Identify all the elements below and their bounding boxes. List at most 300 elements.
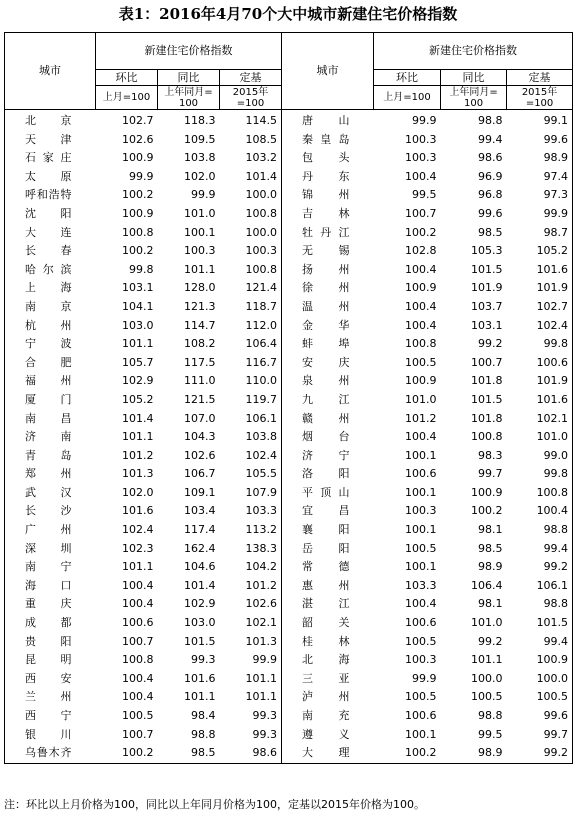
base-value: 97.4 bbox=[507, 168, 573, 187]
mom-value: 103.3 bbox=[405, 578, 437, 592]
table-row bbox=[5, 168, 573, 187]
base-value: 112.0 bbox=[220, 317, 282, 336]
mom-value: 101.0 bbox=[405, 392, 437, 406]
yoy-value: 101.1 bbox=[184, 690, 216, 704]
city-name: 石家庄 bbox=[5, 149, 96, 168]
yoy-value: 101.0 bbox=[184, 206, 216, 220]
city-name: 大理 bbox=[282, 744, 374, 763]
mom-value: 100.1 bbox=[405, 727, 437, 741]
city-name: 昆明 bbox=[5, 651, 96, 670]
base-subheader-right: 2015年 =100 bbox=[507, 86, 573, 110]
yoy-value: 100.3 bbox=[184, 244, 216, 258]
city-name: 天津 bbox=[5, 131, 96, 150]
base-value: 100.8 bbox=[220, 205, 282, 224]
base-value: 99.6 bbox=[507, 707, 573, 726]
base-value: 100.0 bbox=[507, 670, 573, 689]
base-value: 100.0 bbox=[220, 186, 282, 205]
yoy-value: 98.1 bbox=[478, 597, 503, 611]
base-value: 99.3 bbox=[220, 726, 282, 745]
base-value: 99.9 bbox=[507, 205, 573, 224]
city-name: 温州 bbox=[302, 299, 350, 313]
base-value: 102.4 bbox=[220, 447, 282, 466]
yoy-value: 98.5 bbox=[158, 744, 220, 763]
city-name: 呼和浩特 bbox=[5, 186, 96, 205]
city-name: 长春 bbox=[5, 242, 96, 261]
yoy-header-right: 同比 bbox=[441, 70, 507, 86]
base-value: 101.2 bbox=[220, 577, 282, 596]
mom-value: 101.2 bbox=[405, 411, 437, 425]
yoy-value: 98.1 bbox=[478, 523, 503, 537]
base-header-right: 定基 bbox=[507, 70, 573, 86]
yoy-value: 101.5 bbox=[184, 634, 216, 648]
base-value: 106.1 bbox=[220, 410, 282, 429]
yoy-value: 109.1 bbox=[184, 485, 216, 499]
base-value: 100.8 bbox=[507, 484, 573, 503]
yoy-subheader-left: 上年同月= 100 bbox=[158, 86, 220, 110]
city-name: 银川 bbox=[5, 726, 96, 745]
mom-value: 101.3 bbox=[122, 467, 154, 481]
yoy-value: 98.9 bbox=[478, 560, 503, 574]
base-value: 101.3 bbox=[220, 633, 282, 652]
yoy-value: 114.7 bbox=[184, 318, 216, 332]
yoy-value: 102.6 bbox=[184, 448, 216, 462]
base-value: 102.1 bbox=[220, 614, 282, 633]
city-name: 金华 bbox=[302, 318, 350, 332]
yoy-value: 111.0 bbox=[184, 374, 216, 388]
yoy-value: 100.8 bbox=[471, 430, 503, 444]
city-name: 泉州 bbox=[302, 374, 350, 388]
city-name: 包头 bbox=[302, 151, 350, 165]
table-row bbox=[5, 279, 573, 298]
index-group-header-left: 新建住宅价格指数 bbox=[96, 33, 282, 70]
table-row bbox=[5, 149, 573, 168]
mom-value: 100.4 bbox=[122, 671, 154, 685]
city-name: 福州 bbox=[5, 372, 96, 391]
city-name: 青岛 bbox=[5, 447, 96, 466]
yoy-value: 98.3 bbox=[478, 448, 503, 462]
yoy-value: 99.6 bbox=[478, 206, 503, 220]
yoy-value: 103.7 bbox=[471, 299, 503, 313]
base-value: 108.5 bbox=[220, 131, 282, 150]
mom-value: 100.9 bbox=[122, 151, 154, 165]
mom-value: 100.7 bbox=[122, 634, 154, 648]
base-value: 138.3 bbox=[220, 540, 282, 559]
yoy-value: 104.3 bbox=[184, 430, 216, 444]
base-value: 98.7 bbox=[507, 224, 573, 243]
table-body bbox=[5, 110, 573, 764]
table-row bbox=[5, 354, 573, 373]
base-value: 98.9 bbox=[507, 149, 573, 168]
mom-value: 101.1 bbox=[122, 430, 154, 444]
city-name: 深圳 bbox=[5, 540, 96, 559]
city-name: 哈尔滨 bbox=[5, 261, 96, 280]
yoy-value: 98.8 bbox=[191, 727, 216, 741]
city-name: 济南 bbox=[5, 428, 96, 447]
mom-value: 100.6 bbox=[405, 467, 437, 481]
city-name: 南京 bbox=[5, 298, 96, 317]
table-row bbox=[5, 707, 573, 726]
table-row bbox=[5, 110, 573, 131]
city-name: 洛阳 bbox=[302, 467, 350, 481]
base-value: 100.0 bbox=[220, 224, 282, 243]
yoy-value: 107.0 bbox=[184, 411, 216, 425]
mom-value: 100.6 bbox=[405, 709, 437, 722]
yoy-value: 99.7 bbox=[478, 467, 503, 481]
table-row bbox=[5, 726, 573, 745]
city-name: 太原 bbox=[5, 168, 96, 187]
table-row bbox=[5, 447, 573, 466]
mom-value: 103.0 bbox=[122, 318, 154, 332]
city-name: 秦皇岛 bbox=[302, 132, 350, 146]
city-name: 唐山 bbox=[302, 114, 350, 127]
yoy-value: 118.3 bbox=[184, 114, 216, 127]
mom-value: 100.5 bbox=[405, 541, 437, 555]
city-name: 济宁 bbox=[302, 448, 350, 462]
base-value: 102.4 bbox=[507, 317, 573, 336]
price-index-table bbox=[4, 32, 573, 764]
city-name: 西宁 bbox=[5, 707, 96, 726]
mom-value: 100.2 bbox=[96, 744, 158, 763]
city-name: 湛江 bbox=[302, 597, 350, 611]
city-name: 南宁 bbox=[5, 558, 96, 577]
mom-subheader-left: 上月=100 bbox=[96, 86, 158, 110]
base-value: 98.8 bbox=[507, 595, 573, 614]
table-row bbox=[5, 242, 573, 261]
yoy-value: 109.5 bbox=[184, 132, 216, 146]
yoy-value: 99.2 bbox=[478, 634, 503, 648]
base-value: 99.3 bbox=[220, 707, 282, 726]
city-name: 贵阳 bbox=[5, 633, 96, 652]
mom-value: 100.4 bbox=[405, 169, 437, 183]
base-value: 106.1 bbox=[507, 577, 573, 596]
city-name: 三亚 bbox=[302, 671, 350, 685]
table-row bbox=[5, 540, 573, 559]
base-value: 101.1 bbox=[220, 688, 282, 707]
mom-value: 100.4 bbox=[405, 430, 437, 444]
city-name: 惠州 bbox=[302, 578, 350, 592]
city-name: 上海 bbox=[5, 279, 96, 298]
yoy-value: 101.6 bbox=[184, 671, 216, 685]
city-name: 海口 bbox=[5, 577, 96, 596]
table-row bbox=[5, 410, 573, 429]
base-value: 101.9 bbox=[507, 372, 573, 391]
mom-value: 101.1 bbox=[122, 560, 154, 574]
base-value: 99.2 bbox=[507, 744, 573, 763]
yoy-value: 96.9 bbox=[478, 169, 503, 183]
base-header-left: 定基 bbox=[220, 70, 282, 86]
table-row bbox=[5, 614, 573, 633]
city-name: 桂林 bbox=[302, 634, 350, 648]
yoy-value: 100.0 bbox=[471, 671, 503, 685]
yoy-value: 98.5 bbox=[478, 541, 503, 555]
base-value: 118.7 bbox=[220, 298, 282, 317]
base-value: 107.9 bbox=[220, 484, 282, 503]
yoy-value: 98.5 bbox=[478, 225, 503, 239]
mom-value: 100.1 bbox=[405, 485, 437, 499]
mom-value: 100.5 bbox=[405, 690, 437, 704]
mom-value: 100.4 bbox=[405, 299, 437, 313]
yoy-value: 101.5 bbox=[471, 392, 503, 406]
index-group-header-right: 新建住宅价格指数 bbox=[374, 33, 573, 70]
mom-value: 99.9 bbox=[129, 169, 154, 183]
base-value: 98.8 bbox=[507, 521, 573, 540]
yoy-value: 99.9 bbox=[191, 188, 216, 202]
yoy-value: 100.5 bbox=[471, 690, 503, 704]
yoy-value: 100.1 bbox=[184, 225, 216, 239]
table-row bbox=[5, 577, 573, 596]
mom-value: 99.9 bbox=[412, 671, 437, 685]
table-row bbox=[5, 688, 573, 707]
mom-value: 100.8 bbox=[122, 225, 154, 239]
base-subheader-left: 2015年 =100 bbox=[220, 86, 282, 110]
table-row bbox=[5, 484, 573, 503]
yoy-value: 121.3 bbox=[184, 299, 216, 313]
mom-value: 100.5 bbox=[405, 634, 437, 648]
base-value: 114.5 bbox=[220, 110, 282, 131]
mom-value: 102.6 bbox=[122, 132, 154, 146]
mom-value: 102.4 bbox=[122, 523, 154, 537]
city-name: 北京 bbox=[5, 110, 96, 131]
table-row bbox=[5, 558, 573, 577]
city-header-right: 城市 bbox=[282, 33, 374, 110]
base-value: 116.7 bbox=[220, 354, 282, 373]
yoy-value: 99.3 bbox=[191, 653, 216, 667]
city-name: 大连 bbox=[5, 224, 96, 243]
mom-value: 100.4 bbox=[122, 690, 154, 704]
city-name: 九江 bbox=[302, 392, 350, 406]
mom-value: 100.9 bbox=[405, 281, 437, 295]
yoy-value: 98.6 bbox=[478, 151, 503, 165]
table-row bbox=[5, 744, 573, 763]
table-row bbox=[5, 317, 573, 336]
yoy-value: 101.5 bbox=[471, 262, 503, 276]
yoy-value: 106.4 bbox=[471, 578, 503, 592]
mom-value: 99.8 bbox=[129, 262, 154, 276]
base-value: 99.8 bbox=[507, 335, 573, 354]
base-value: 103.3 bbox=[220, 502, 282, 521]
base-value: 100.3 bbox=[220, 242, 282, 261]
yoy-value: 99.2 bbox=[478, 337, 503, 351]
mom-value: 100.1 bbox=[405, 523, 437, 537]
mom-value: 100.1 bbox=[405, 560, 437, 574]
base-value: 103.8 bbox=[220, 428, 282, 447]
yoy-value: 102.9 bbox=[184, 597, 216, 611]
mom-value: 99.9 bbox=[412, 114, 437, 127]
city-name: 乌鲁木齐 bbox=[5, 744, 96, 763]
mom-value: 100.4 bbox=[405, 318, 437, 332]
base-value: 105.5 bbox=[220, 465, 282, 484]
base-value: 99.4 bbox=[507, 540, 573, 559]
mom-value: 100.2 bbox=[374, 744, 441, 763]
table-row bbox=[5, 131, 573, 150]
base-value: 101.9 bbox=[507, 279, 573, 298]
base-value: 97.3 bbox=[507, 186, 573, 205]
base-value: 101.1 bbox=[220, 670, 282, 689]
city-header-left: 城市 bbox=[5, 33, 96, 110]
base-value: 113.2 bbox=[220, 521, 282, 540]
city-name: 北海 bbox=[302, 653, 350, 667]
table-row bbox=[5, 335, 573, 354]
mom-value: 102.9 bbox=[122, 374, 154, 388]
table-row bbox=[5, 651, 573, 670]
table-row bbox=[5, 391, 573, 410]
table-row bbox=[5, 298, 573, 317]
yoy-value: 103.4 bbox=[184, 504, 216, 518]
mom-value: 100.5 bbox=[405, 355, 437, 369]
yoy-value: 101.9 bbox=[471, 281, 503, 295]
yoy-value: 117.5 bbox=[184, 355, 216, 369]
yoy-header-left: 同比 bbox=[158, 70, 220, 86]
city-name: 吉林 bbox=[302, 206, 350, 220]
yoy-value: 100.7 bbox=[471, 355, 503, 369]
base-value: 101.0 bbox=[507, 428, 573, 447]
city-name: 遵义 bbox=[302, 727, 350, 741]
yoy-value: 101.8 bbox=[471, 411, 503, 425]
city-name: 郑州 bbox=[5, 465, 96, 484]
mom-value: 104.1 bbox=[122, 299, 154, 313]
yoy-value: 117.4 bbox=[184, 523, 216, 537]
yoy-value: 106.7 bbox=[184, 467, 216, 481]
mom-value: 100.2 bbox=[405, 225, 437, 239]
base-value: 101.6 bbox=[507, 261, 573, 280]
city-name: 宜昌 bbox=[302, 504, 350, 518]
mom-value: 100.3 bbox=[405, 132, 437, 146]
city-name: 宁波 bbox=[5, 335, 96, 354]
city-name: 安庆 bbox=[302, 355, 350, 369]
yoy-value: 101.1 bbox=[184, 262, 216, 276]
city-name: 广州 bbox=[5, 521, 96, 540]
city-name: 岳阳 bbox=[302, 541, 350, 555]
table-row bbox=[5, 186, 573, 205]
base-value: 119.7 bbox=[220, 391, 282, 410]
city-name: 无锡 bbox=[302, 244, 350, 258]
base-value: 104.2 bbox=[220, 558, 282, 577]
mom-value: 103.1 bbox=[122, 281, 154, 295]
city-name: 牡丹江 bbox=[302, 225, 350, 239]
yoy-value: 98.8 bbox=[478, 709, 503, 722]
yoy-value: 108.2 bbox=[184, 337, 216, 351]
yoy-value: 103.8 bbox=[184, 151, 216, 165]
base-value: 99.1 bbox=[507, 110, 573, 131]
mom-value: 100.9 bbox=[405, 374, 437, 388]
yoy-value: 96.8 bbox=[478, 188, 503, 202]
city-name: 锦州 bbox=[302, 188, 350, 202]
table-row bbox=[5, 465, 573, 484]
mom-value: 101.1 bbox=[122, 337, 154, 351]
mom-value: 102.0 bbox=[122, 485, 154, 499]
table-row bbox=[5, 595, 573, 614]
yoy-value: 98.4 bbox=[191, 709, 216, 722]
mom-value: 99.5 bbox=[412, 188, 437, 202]
mom-value: 101.2 bbox=[122, 448, 154, 462]
mom-value: 100.6 bbox=[405, 616, 437, 630]
city-name: 赣州 bbox=[302, 411, 350, 425]
base-value: 102.7 bbox=[507, 298, 573, 317]
base-value: 101.6 bbox=[507, 391, 573, 410]
table-row bbox=[5, 502, 573, 521]
mom-value: 100.7 bbox=[122, 727, 154, 741]
base-value: 103.2 bbox=[220, 149, 282, 168]
yoy-value: 101.0 bbox=[471, 616, 503, 630]
city-name: 合肥 bbox=[5, 354, 96, 373]
yoy-value: 103.0 bbox=[184, 616, 216, 630]
city-name: 重庆 bbox=[5, 595, 96, 614]
city-name: 丹东 bbox=[302, 169, 350, 183]
yoy-value: 162.4 bbox=[184, 541, 216, 555]
yoy-value: 102.0 bbox=[184, 169, 216, 183]
base-value: 102.6 bbox=[220, 595, 282, 614]
city-name: 蚌埠 bbox=[302, 337, 350, 351]
base-value: 99.9 bbox=[220, 651, 282, 670]
city-name: 长沙 bbox=[5, 502, 96, 521]
base-value: 110.0 bbox=[220, 372, 282, 391]
yoy-value: 103.1 bbox=[471, 318, 503, 332]
mom-value: 100.5 bbox=[122, 709, 154, 722]
base-value: 101.5 bbox=[507, 614, 573, 633]
city-name: 南昌 bbox=[5, 410, 96, 429]
city-name: 沈阳 bbox=[5, 205, 96, 224]
city-name: 南充 bbox=[302, 709, 350, 722]
base-value: 100.4 bbox=[507, 502, 573, 521]
city-name: 常德 bbox=[302, 560, 350, 574]
city-name: 厦门 bbox=[5, 391, 96, 410]
mom-value: 100.6 bbox=[122, 616, 154, 630]
mom-subheader-right: 上月=100 bbox=[374, 86, 441, 110]
mom-value: 100.8 bbox=[405, 337, 437, 351]
yoy-value: 105.3 bbox=[471, 244, 503, 258]
yoy-value: 101.4 bbox=[184, 578, 216, 592]
city-name: 徐州 bbox=[302, 281, 350, 295]
base-value: 102.1 bbox=[507, 410, 573, 429]
mom-value: 101.6 bbox=[122, 504, 154, 518]
table-note: 注：环比以上月价格为100，同比以上年同月价格为100，定基以2015年价格为100。 bbox=[4, 798, 425, 811]
table-row bbox=[5, 205, 573, 224]
table-title: 表1：2016年4月70个大中城市新建住宅价格指数 bbox=[118, 5, 458, 23]
base-value: 121.4 bbox=[220, 279, 282, 298]
mom-value: 100.2 bbox=[122, 188, 154, 202]
yoy-value: 101.1 bbox=[471, 653, 503, 667]
mom-value: 100.4 bbox=[122, 578, 154, 592]
yoy-value: 104.6 bbox=[184, 560, 216, 574]
base-value: 99.4 bbox=[507, 633, 573, 652]
mom-value: 100.2 bbox=[122, 244, 154, 258]
table-row bbox=[5, 521, 573, 540]
city-name: 泸州 bbox=[302, 690, 350, 704]
base-value: 101.4 bbox=[220, 168, 282, 187]
mom-value: 100.7 bbox=[405, 206, 437, 220]
mom-value: 100.3 bbox=[405, 151, 437, 165]
city-name: 韶关 bbox=[302, 616, 350, 630]
yoy-value: 101.8 bbox=[471, 374, 503, 388]
mom-value: 101.4 bbox=[122, 411, 154, 425]
mom-value: 102.3 bbox=[122, 541, 154, 555]
mom-value: 100.1 bbox=[405, 448, 437, 462]
mom-header-left: 环比 bbox=[96, 70, 158, 86]
mom-value: 100.3 bbox=[405, 504, 437, 518]
yoy-value: 100.2 bbox=[471, 504, 503, 518]
base-value: 99.0 bbox=[507, 447, 573, 466]
mom-value: 102.7 bbox=[122, 114, 154, 127]
mom-value: 100.4 bbox=[405, 262, 437, 276]
base-value: 98.6 bbox=[220, 744, 282, 763]
city-name: 烟台 bbox=[302, 430, 350, 444]
city-name: 西安 bbox=[5, 670, 96, 689]
city-name: 平顶山 bbox=[302, 485, 350, 499]
table-row bbox=[5, 261, 573, 280]
base-value: 100.6 bbox=[507, 354, 573, 373]
yoy-value: 99.4 bbox=[478, 132, 503, 146]
yoy-value: 98.8 bbox=[478, 114, 503, 127]
